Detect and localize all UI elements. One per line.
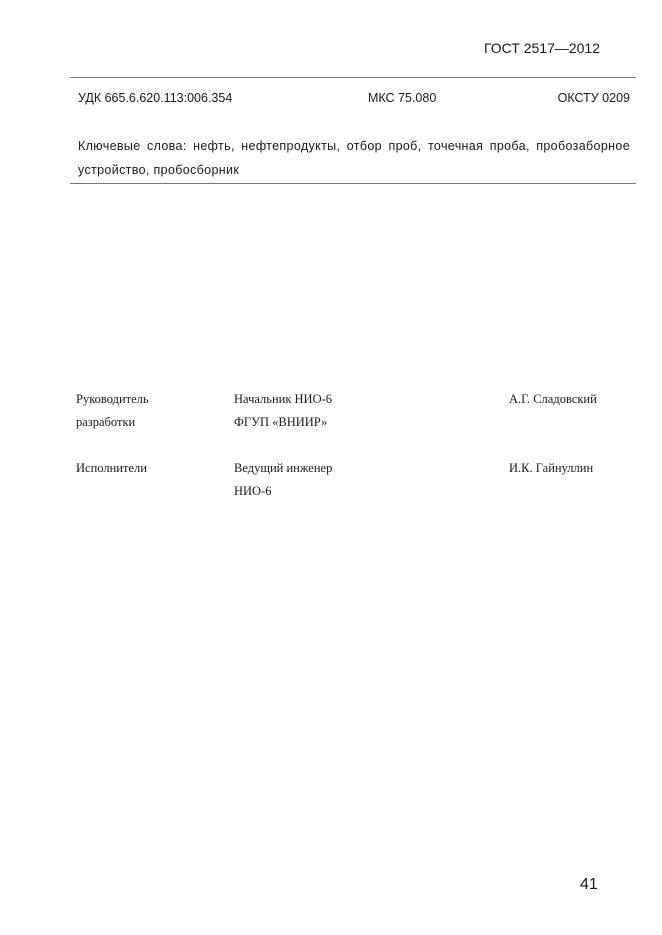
keywords-text: Ключевые слова: нефть, нефтепродукты, отбор проб, точечная проба, пробозаборное устройство, пробосборник <box>78 139 630 177</box>
okstu-code: ОКСТУ 0209 <box>557 91 630 105</box>
document-code: ГОСТ 2517—2012 <box>483 40 600 56</box>
signature-organization: ФГУП «ВНИИР» <box>234 415 328 429</box>
signature-position: Ведущий инженер <box>234 461 333 475</box>
page-number: 41 <box>580 876 598 893</box>
top-divider <box>70 77 636 78</box>
mks-code: МКС 75.080 <box>368 91 437 105</box>
bottom-divider <box>70 183 636 184</box>
signature-role: Руководитель <box>76 392 149 406</box>
signature-name: А.Г. Сладовский <box>509 392 597 406</box>
signature-role: Исполнители <box>76 461 147 475</box>
signature-organization: НИО-6 <box>234 484 272 498</box>
signature-role-cont: разработки <box>76 415 136 429</box>
signature-position: Начальник НИО-6 <box>234 392 333 406</box>
udc-code: УДК 665.6.620.113:006.354 <box>78 91 233 105</box>
signature-name: И.К. Гайнуллин <box>509 461 594 475</box>
